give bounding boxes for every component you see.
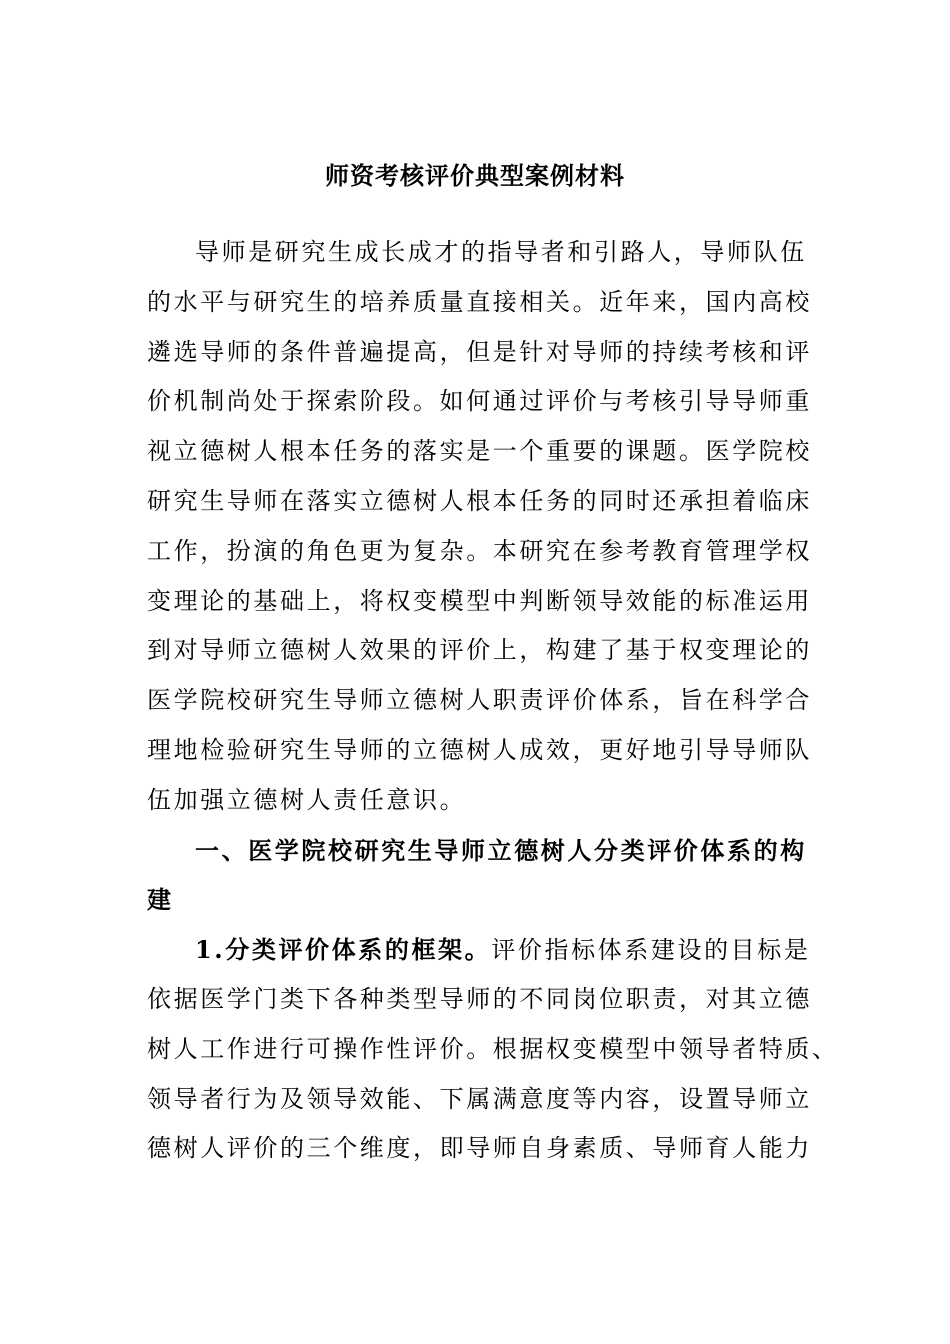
text-line: 领导者行为及领导效能、下属满意度等内容，设置导师立 [147,1084,812,1113]
text-line: 导师是研究生成长成才的指导者和引路人，导师队伍 [195,238,807,266]
text-line: 研究生导师在落实立德树人根本任务的同时还承担着临床 [147,486,812,515]
text-line: 伍加强立德树人责任意识。 [147,785,467,814]
subsection-first-line-text: 评价指标体系建设的目标是 [491,936,811,965]
text-line: 的水平与研究生的培养质量直接相关。近年来，国内高校 [147,287,812,316]
intro-paragraph [147,228,812,826]
text-line: 视立德树人根本任务的落实是一个重要的课题。医学院校 [147,437,812,466]
text-line: 工作，扮演的角色更为复杂。本研究在参考教育管理学权 [147,536,812,565]
section-heading-line: 建 [147,885,174,915]
text-line: 德树人评价的三个维度，即导师自身素质、导师育人能力 [147,1134,812,1163]
subsection-paragraph [147,925,839,1174]
text-line: 遴选导师的条件普遍提高，但是针对导师的持续考核和评 [147,337,812,366]
text-line: 树人工作进行可操作性评价。根据权变模型中领导者特质、 [147,1034,839,1063]
document-body [147,228,839,1174]
text-line: 变理论的基础上，将权变模型中判断领导效能的标准运用 [147,586,812,615]
text-line: 价机制尚处于探索阶段。如何通过评价与考核引导导师重 [147,387,812,416]
subsection-first-line [147,925,811,975]
text-line: 理地检验研究生导师的立德树人成效，更好地引导导师队 [147,735,812,764]
text-line: 到对导师立德树人效果的评价上，构建了基于权变理论的 [147,636,812,665]
section-heading-line: 一、医学院校研究生导师立德树人分类评价体系的构 [195,835,807,865]
text-line: 医学院校研究生导师立德树人职责评价体系，旨在科学合 [147,686,812,715]
section-heading [147,826,807,926]
document-title: 师资考核评价典型案例材料 [325,161,625,190]
text-line: 依据医学门类下各种类型导师的不同岗位职责，对其立德 [147,984,812,1013]
subsection-heading: 1.分类评价体系的框架。 [195,935,492,965]
